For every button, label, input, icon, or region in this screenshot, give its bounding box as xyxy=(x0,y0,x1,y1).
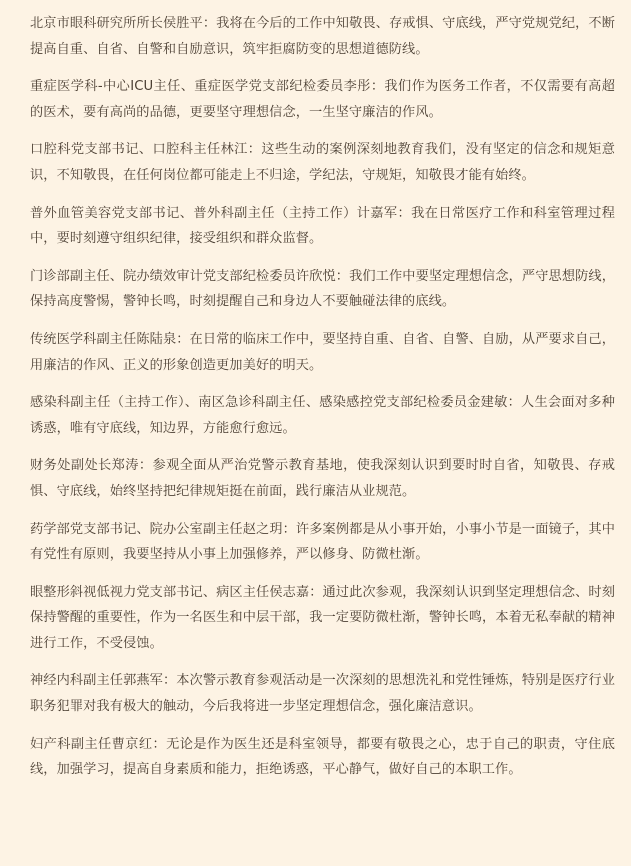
paragraph-lin-jiang: 口腔科党支部书记、口腔科主任林江：这些生动的案例深刻地教育我们，没有坚定的信念和规矩意识，不知敬畏，在任何岗位都可能走上不归途，学纪法，守规矩，知敬畏才能有始终。 xyxy=(30,142,615,183)
paragraph-ji-jiajun: 普外血管美容党支部书记、普外科副主任（主持工作）计嘉军：我在日常医疗工作和科室管理过程中，要时刻遵守组织纪律，接受组织和群众监督。 xyxy=(30,205,615,247)
paragraph-zheng-tao: 财务处副处长郑涛：参观全面从严治党警示教育基地，使我深刻认识到要时时自省，知敬畏、存戒惧、守底线，始终坚持把纪律规矩挺在前面，践行廉洁从业规范。 xyxy=(30,458,615,499)
paragraph-cao-jinghong: 妇产科副主任曹京红：无论是作为医生还是科室领导，都要有敬畏之心，忠于自己的职责，守住底线，加强学习，提高自身素质和能力，拒绝诱惑，平心静气，做好自己的本职工作。 xyxy=(30,736,615,778)
paragraph-hou-shengping: 北京市眼科研究所所长侯胜平：我将在今后的工作中知敬畏、存戒惧、守底线，严守党规党纪，不断提高自重、自省、自警和自励意识，筑牢拒腐防变的思想道德防线。 xyxy=(30,16,615,57)
paragraph-li-tong: 重症医学科-中心ICU主任、重症医学党支部纪检委员李彤：我们作为医务工作者，不仅需要有高超的医术，要有高尚的品德，更要坚守理想信念，一生坚守廉洁的作风。 xyxy=(30,79,615,120)
paragraph-zhao-zhiyue: 药学部党支部书记、院办公室副主任赵之玥：许多案例都是从小事开始，小事小节是一面镜子，其中有党性有原则，我要坚持从小事上加强修养，严以修身、防微杜渐。 xyxy=(30,521,615,563)
paragraph-guo-yanjun: 神经内科副主任郭燕军：本次警示教育参观活动是一次深刻的思想洗礼和党性锤炼，特别是医疗行业职务犯罪对我有极大的触动，今后我将进一步坚定理想信念，强化廉洁意识。 xyxy=(30,673,615,715)
paragraph-hou-zhijia: 眼整形斜视低视力党支部书记、病区主任侯志嘉：通过此次参观，我深刻认识到坚定理想信念、时刻保持警醒的重要性，作为一名医生和中层干部，我一定要防微杜渐，警钟长鸣，本着无私奉献的精神进行工作，不受侵蚀。 xyxy=(30,584,615,651)
paragraph-jin-jianmin: 感染科副主任（主持工作）、南区急诊科副主任、感染感控党支部纪检委员金建敏：人生会面对多种诱惑，唯有守底线，知边界，方能愈行愈远。 xyxy=(30,395,615,436)
paragraph-chen-luquan: 传统医学科副主任陈陆泉：在日常的临床工作中，要坚持自重、自省、自警、自励，从严要求自己，用廉洁的作风、正义的形象创造更加美好的明天。 xyxy=(30,331,615,373)
paragraph-xu-xinyue: 门诊部副主任、院办绩效审计党支部纪检委员许欣悦：我们工作中要坚定理想信念，严守思想防线，保持高度警惕，警钟长鸣，时刻提醒自己和身边人不要触碰法律的底线。 xyxy=(30,268,615,310)
